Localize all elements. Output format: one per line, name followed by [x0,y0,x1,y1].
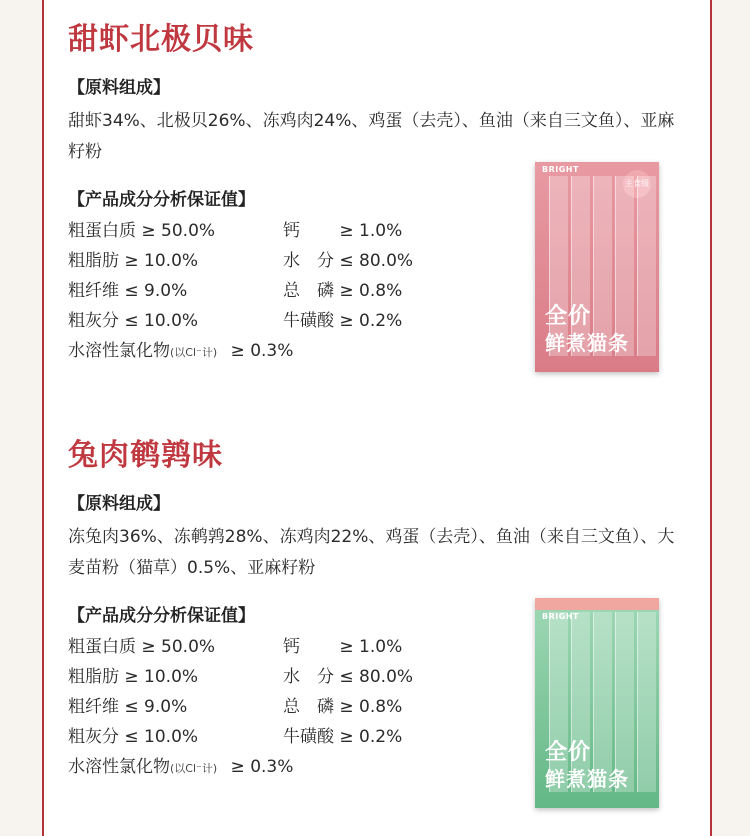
analysis-right: 牛磺酸 ≥ 0.2% [283,727,403,747]
section-title: 甜虾北极贝味 [68,22,254,57]
product-package-image [535,598,659,808]
analysis-right: 水 分 ≤ 80.0% [283,667,414,687]
analysis-header: 【产品成分分析保证值】 [68,190,255,210]
brand-logo: BRIGHT [542,165,579,174]
chloride-value: ≥ 0.3% [230,341,294,361]
analysis-right: 水 分 ≤ 80.0% [283,251,414,271]
analysis-right: 总 磷 ≥ 0.8% [283,697,403,717]
analysis-right: 钙 ≥ 1.0% [283,221,403,241]
chloride-note: (以Cl⁻计) [170,762,218,775]
package-line1: 全价 [545,304,592,329]
analysis-right: 牛磺酸 ≥ 0.2% [283,311,403,331]
chloride-label: 水溶性氯化物 [68,341,170,361]
package-line1: 全价 [545,740,592,765]
page [42,0,712,836]
chloride-note: (以Cl⁻计) [170,346,218,359]
analysis-left: 粗灰分 ≤ 10.0% [68,727,199,747]
analysis-left: 粗纤维 ≤ 9.0% [68,697,188,717]
product-package-image [535,162,659,372]
section-title: 兔肉鹌鹑味 [68,438,223,473]
chloride-label: 水溶性氯化物 [68,757,170,777]
ingredients-header: 【原料组成】 [68,78,170,98]
package-line2: 鲜煮猫条 [545,331,629,355]
analysis-left: 粗脂肪 ≥ 10.0% [68,251,199,271]
ingredients-text: 甜虾34%、北极贝26%、冻鸡肉24%、鸡蛋（去壳）、鱼油（来自三文鱼）、亚麻籽粉 [68,111,675,162]
badge-icon: 主食级 [623,170,651,198]
package-line2: 鲜煮猫条 [545,767,629,791]
analysis-left: 粗蛋白质 ≥ 50.0% [68,221,216,241]
analysis-left: 粗灰分 ≤ 10.0% [68,311,199,331]
analysis-header: 【产品成分分析保证值】 [68,606,255,626]
analysis-left: 粗脂肪 ≥ 10.0% [68,667,199,687]
analysis-left: 粗蛋白质 ≥ 50.0% [68,637,216,657]
analysis-left: 粗纤维 ≤ 9.0% [68,281,188,301]
analysis-right: 钙 ≥ 1.0% [283,637,403,657]
analysis-right: 总 磷 ≥ 0.8% [283,281,403,301]
ingredients-text: 冻兔肉36%、冻鹌鹑28%、冻鸡肉22%、鸡蛋（去壳）、鱼油（来自三文鱼）、大麦苗粉（猫草）0.5%、亚麻籽粉 [68,527,675,578]
brand-logo: BRIGHT [542,612,579,621]
ingredients-header: 【原料组成】 [68,494,170,514]
chloride-value: ≥ 0.3% [230,757,294,777]
